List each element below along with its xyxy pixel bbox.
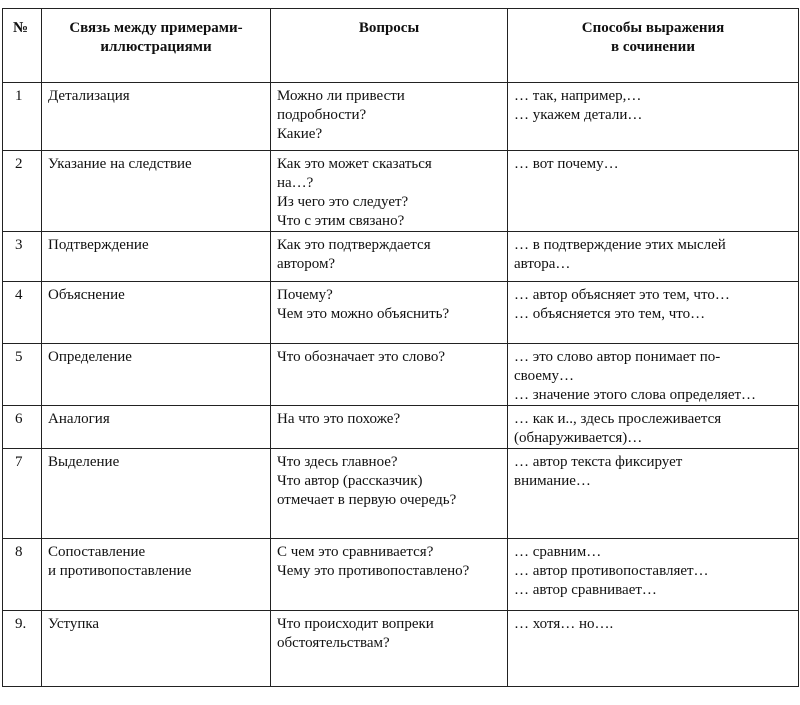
cell-questions [271,83,508,151]
cell-link-line: Аналогия [48,411,110,427]
cell-ways-line: … в подтверждение этих мыслей [514,237,726,253]
cell-questions-line: Что происходит вопреки [277,616,434,632]
cell-ways-line: (обнаруживается)… [514,430,643,446]
cell-link-line: Объяснение [48,287,125,303]
cell-questions-line: Как это может сказаться [277,156,432,172]
cell-ways-line: … объясняется это тем, что… [514,306,706,322]
cell-ways-line: … сравним… [514,544,602,560]
cell-questions-line: Можно ли привести [277,88,405,104]
cell-num: 7 [3,449,42,539]
cell-link-line: Выделение [48,454,120,470]
cell-ways [508,611,799,687]
cell-questions [271,611,508,687]
cell-questions-line: С чем это сравнивается? [277,544,434,560]
cell-link-line: Сопоставление [48,544,146,560]
cell-link-line: Указание на следствие [48,156,192,172]
cell-ways-line: … укажем детали… [514,107,643,123]
cell-ways [508,282,799,344]
cell-num: 9. [3,611,42,687]
cell-link [42,611,271,687]
cell-ways-line: … вот почему… [514,156,619,172]
cell-num: 6 [3,406,42,449]
cell-ways-line: … так, например,… [514,88,642,104]
cell-questions-line: Что с этим связано? [277,213,405,229]
cell-ways-line: … как и.., здесь прослеживается [514,411,722,427]
cell-ways-line: … автор текста фиксирует [514,454,683,470]
cell-ways [508,406,799,449]
cell-link [42,282,271,344]
cell-link [42,151,271,232]
header-link-line: Связь между примерами- [69,20,243,36]
cell-questions-line: автором? [277,256,336,272]
cell-link-line: Определение [48,349,132,365]
cell-link [42,449,271,539]
cell-ways [508,449,799,539]
header-questions: Вопросы [271,9,508,83]
cell-num: 1 [3,83,42,151]
cell-questions-line: Чему это противопоставлено? [277,563,470,579]
cell-ways-line: … хотя… но…. [514,616,614,632]
cell-questions-line: на…? [277,175,314,191]
cell-num: 2 [3,151,42,232]
header-link-line: иллюстрациями [100,39,212,55]
cell-link-line: и противопоставление [48,563,192,579]
cell-questions-line: На что это похоже? [277,411,401,427]
cell-questions-line: отмечает в первую очередь? [277,492,457,508]
table-row [3,406,799,449]
cell-ways [508,151,799,232]
cell-questions-line: Что автор (рассказчик) [277,473,423,489]
table-row [3,539,799,611]
table-row [3,282,799,344]
cell-ways-line: автора… [514,256,571,272]
header-ways-line: Способы выражения [581,20,725,36]
cell-questions-line: Чем это можно объяснить? [277,306,450,322]
cell-num: 8 [3,539,42,611]
cell-questions-line: Что здесь главное? [277,454,398,470]
cell-ways-line: внимание… [514,473,591,489]
cell-questions [271,232,508,282]
cell-link-line: Детализация [48,88,130,104]
cell-num: 5 [3,344,42,406]
cell-questions-line: Что обозначает это слово? [277,349,445,365]
cell-link [42,406,271,449]
cell-ways [508,232,799,282]
cell-ways [508,344,799,406]
cell-num: 3 [3,232,42,282]
cell-ways-line: … автор объясняет это тем, что… [514,287,730,303]
cell-questions-line: Из чего это следует? [277,194,409,210]
cell-ways-line: своему… [514,368,574,384]
table-row [3,449,799,539]
cell-link [42,232,271,282]
table-body [3,83,799,687]
cell-questions [271,282,508,344]
cell-ways-line: … автор сравнивает… [514,582,657,598]
header-link [42,9,271,83]
header-num: № [3,9,42,83]
cell-questions [271,344,508,406]
cell-questions-line: Почему? [277,287,333,303]
table-row [3,344,799,406]
header-row [3,9,799,83]
cell-ways [508,83,799,151]
cell-questions-line: подробности? [277,107,367,123]
cell-questions-line: Какие? [277,126,323,142]
cell-num: 4 [3,282,42,344]
cell-questions-line: обстоятельствам? [277,635,390,651]
table-row [3,232,799,282]
table-row [3,83,799,151]
table-row [3,611,799,687]
cell-link-line: Подтверждение [48,237,149,253]
cell-ways-line: … это слово автор понимает по- [514,349,721,365]
cell-questions [271,539,508,611]
cell-link [42,344,271,406]
cell-ways [508,539,799,611]
cell-questions-line: Как это подтверждается [277,237,431,253]
cell-questions [271,406,508,449]
cell-ways-line: … автор противопоставляет… [514,563,709,579]
cell-ways-line: … значение этого слова определяет… [514,387,757,403]
cell-questions [271,449,508,539]
cell-link-line: Уступка [48,616,100,632]
header-ways-line: в сочинении [611,39,695,55]
cell-questions [271,151,508,232]
table-row [3,151,799,232]
cell-link [42,83,271,151]
cell-link [42,539,271,611]
header-ways [508,9,799,83]
table [2,8,799,687]
